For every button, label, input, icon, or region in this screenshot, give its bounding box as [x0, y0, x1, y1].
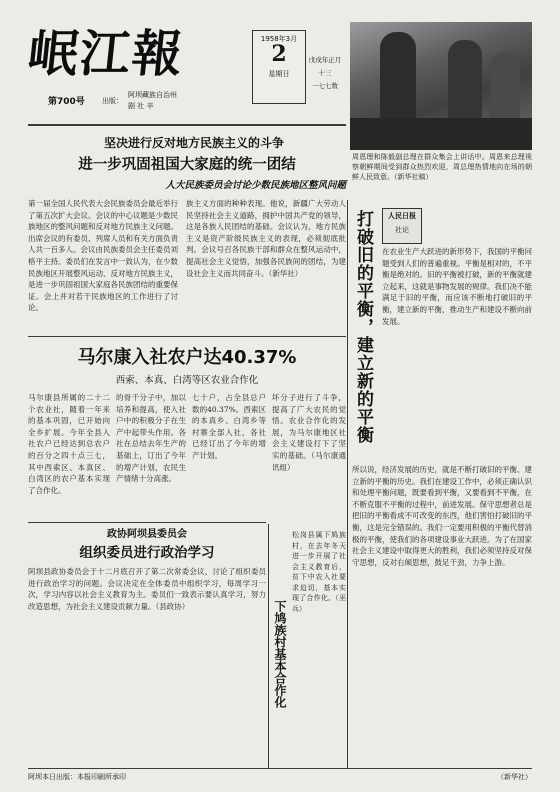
footer-left: 阿坝本日出版：本报印刷所承印: [28, 773, 126, 781]
lunar-line-3: 一七七数: [312, 82, 338, 90]
conference-title: 组织委员进行政治学习: [79, 545, 215, 561]
lead-kicker: 坚决进行反对地方民族主义的斗争: [103, 136, 284, 150]
coop-column-1: 马尔康县所属的二十二个农业社，随着一年来的基本巩固，已开始向全乡扩展。今年全县入社农户已经达到总农户的百分之四十点三七，其中西索区、本真区、白湾区的农户基本实现了合作化。: [28, 393, 110, 495]
logo-sub: 社论: [395, 226, 409, 234]
conference-kicker: 政协阿坝县委员会: [107, 529, 187, 540]
photo-crowd: [350, 118, 532, 150]
masthead-rule: [28, 124, 346, 126]
date-line: 1958年3月: [260, 35, 298, 43]
date-day: 2: [271, 41, 287, 67]
footer-right: （新华社）: [497, 773, 532, 781]
vertical-article-title: 下鸠族村基本合作化: [273, 600, 287, 708]
lead-column-1: 第一届全国人民代表大会民族委员会最近举行了第五次扩大会议。会议的中心议题是少数民族地区的整风问题和反对地方民族主义问题。出席会议的有委员、列席人员和有关方面负责人共一百多人。会议由民族委员会主任委员刘格平主持。委员们在发言中一致认为，在少数民族地区开展整风运动、反对地方民族主义，是进一步巩固祖国大家庭各民族团结的重要保证。会上并对若干民族地区的工作进行了讨论。: [28, 199, 178, 313]
lunar-line-1: 戊戌年正月: [308, 56, 342, 64]
publisher-line-1: 阿坝藏族自治州: [128, 91, 177, 99]
right-title: 打破旧的平衡，建立新的平衡: [353, 210, 373, 444]
publisher-line-2: 剧 社 辛: [128, 102, 154, 110]
lead-column-2: 族主义方面的种种表现。他说，新疆广大劳动人民坚持社会主义道路，拥护中国共产党的领导，这是各族人民团结的基础。会议认为，地方民族主义是资产阶级民族主义的表现，必须彻底批判。会议号召各民族干部和群众在整风运动中，提高社会主义觉悟，加强各民族间的团结，为建设社会主义而共同奋斗。（新华社）: [186, 199, 346, 278]
photo-figure: [380, 32, 416, 122]
vertical-article-body: 松岗县属下鸠族村，在去年冬天进一步开展了社会主义教育后，贫下中农入社要求迫切，基本实现了合作化。（巫兵）: [292, 531, 346, 613]
logo-text: 人民日报: [388, 212, 416, 220]
masthead: [24, 22, 266, 118]
lead-subtitle: 人大民族委员会讨论少数民族地区整风问题: [165, 180, 346, 191]
top-photo-caption: 周恩理和陈毅副总理在群众集会上讲话中。周恩来总理视察朝鲜期间受到群众热烈欢迎，周总理热情地向在场的朝鲜人民致意。（新华社稿）: [352, 153, 532, 181]
column-divider: [347, 200, 348, 768]
lead-title: 进一步巩固祖国大家庭的统一团结: [78, 157, 296, 173]
photo-figure: [490, 52, 520, 122]
right-body-lower: 所以说，经济发展的历史，就是不断打破旧的平衡、建立新的平衡的历史。我们在建设工作中，必须正确认识和处理平衡问题，既要看到平衡，又要看到不平衡，在不断克服不平衡的过程中，前进发展。保守思想者总是把旧的平衡看成不可改变的东西，他们害怕打破旧的平衡，这是完全错误的。我们一定要用积极的平衡代替消极的平衡，使我们的各项建设事业大跃进。为了在国家社会主义建设中取得更大的胜利，我们必须坚持反对保守思想，反对右倾思想，鼓足干劲，力争上游。: [352, 465, 532, 567]
top-photo: [350, 22, 532, 150]
coop-column-4: 坏分子进行了斗争，提高了广大农民的觉悟。农业合作化的发展，为马尔康地区社会主义建设打下了坚实的基础。（马尔康通讯组）: [272, 393, 346, 472]
date-weekday: 星期日: [268, 70, 290, 78]
photo-figure: [448, 40, 482, 122]
lunar-box: [304, 54, 346, 102]
masthead-title: 岷江報: [24, 24, 188, 83]
conference-body: 阿坝县政协委员会于十二月底召开了第二次常委会议，讨论了组织委员进行政治学习的问题。会议决定在全体委员中组织学习，每周学习一次，学习内容以社会主义教育为主。委员们一致表示要认真学习，努力改造思想，为社会主义建设贡献力量。（县政协）: [28, 567, 266, 611]
vertical-column-divider: [268, 524, 269, 768]
lunar-line-2: 十三: [318, 69, 332, 77]
coop-column-3: 七十户，占全县总户数的40.37%。西索区的本真乡、白湾乡等村寨全部入社，各社已经订出了今年的增产计划。: [192, 393, 266, 460]
publisher-label: 出版：: [102, 97, 123, 105]
right-body-upper: 在农业生产大跃进的新形势下，我国的平衡问题受到人们的普遍重视。平衡是相对的，不平衡是绝对的。旧的平衡被打破，新的平衡就建立起来，这就是事物发展的规律。我们决不能满足于旧的平衡，而应该不断地打破旧的平衡，建立新的平衡，推动生产和建设不断向前发展。: [382, 247, 532, 326]
lead-bottom-rule: [28, 336, 346, 337]
date-box: [252, 30, 306, 104]
people-daily-logo: [382, 208, 422, 244]
coop-column-2: 的骨干分子中，加以培养和提高，使入社户中的积极分子在生产中起带头作用。各社在总结去年生产的基础上，订出了今年的增产计划，农民生产情绪十分高涨。: [116, 393, 186, 484]
issue-number: 第700号: [48, 97, 85, 107]
coop-bottom-rule: [28, 522, 266, 523]
coop-subtitle: 西索、本真、白湾等区农业合作化: [115, 375, 259, 386]
coop-title: 马尔康入社农户达40.37%: [77, 347, 297, 368]
footer-rule: [28, 768, 532, 769]
